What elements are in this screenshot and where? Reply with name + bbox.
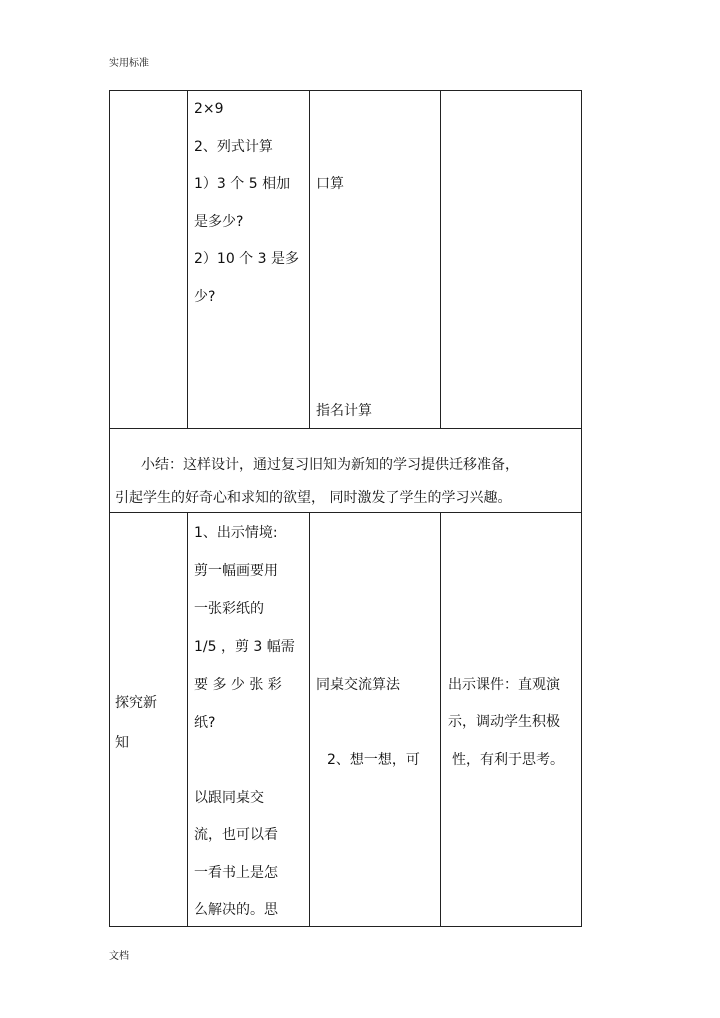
summary-line: 引起学生的好奇心和求知的欲望， 同时激发了学生的学习兴趣。 [115,490,512,506]
page-header: 实用标准 [109,58,149,69]
summary-text [115,449,585,515]
table-row-divider-1 [109,428,582,429]
row3-student-activity: 同桌交流算法 [316,677,400,693]
table-border-top [109,90,582,91]
row3-content-line: 要 多 少 张 彩 [194,677,282,693]
summary-line: 小结：这样设计，通过复习旧知为新知的学习提供迁移准备， [141,457,519,473]
row3-stage-label: 知 [115,735,129,751]
row1-content-line: 2、列式计算 [194,139,273,155]
column-divider-2-bottom [309,512,310,926]
row3-content-line: 以跟同桌交 [194,790,264,806]
column-divider-2-top [309,90,310,428]
column-divider-1-top [187,90,188,428]
row3-content-line: 纸? [194,715,216,731]
row1-student-activity: 口算 [316,176,344,192]
row3-stage-label: 探究新 [115,695,157,711]
row3-content-line: 么解决的。思 [194,902,278,918]
row3-content-line: 一张彩纸的 [194,601,264,617]
table-border-left [109,90,110,927]
column-divider-3-top [440,90,441,428]
table-border-bottom [109,926,582,927]
row1-content-line: 1）3 个 5 相加 [194,176,291,192]
row1-content-line: 是多少? [194,214,244,230]
row1-student-activity: 指名计算 [316,403,372,419]
row3-design-note: 性，有利于思考。 [452,752,564,768]
row3-content-line: 剪一幅画要用 [194,563,278,579]
row3-student-activity: 2、想一想，可 [327,752,420,768]
row3-content-line: 一看书上是怎 [194,865,278,881]
row3-content-line: 1、出示情境: [194,525,278,541]
row3-design-note: 示，调动学生积极 [448,714,560,730]
row3-content-line: 流，也可以看 [194,827,278,843]
row3-content-line: 1/5 ，剪 3 幅需 [194,639,295,655]
column-divider-1-bottom [187,512,188,926]
row1-content-line: 2×9 [194,101,224,117]
row1-content-line: 少? [194,289,216,305]
column-divider-3-bottom [440,512,441,926]
page-footer: 文档 [109,951,129,962]
row1-content-line: 2）10 个 3 是多 [194,251,299,267]
row3-design-note: 出示课件：直观演 [448,677,560,693]
